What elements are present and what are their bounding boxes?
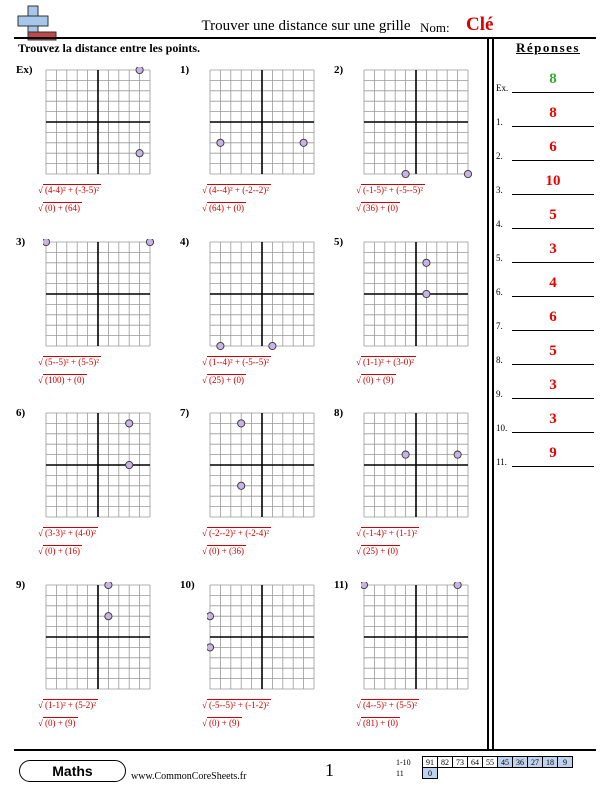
distance-expression <box>38 546 82 557</box>
distance-expression <box>202 718 242 729</box>
expression-text: (1-1)² + (3-0)² <box>362 357 414 367</box>
name-label: Nom: <box>420 20 450 35</box>
sqrt-symbol: √ <box>38 528 43 538</box>
score-cell: 73 <box>453 757 468 768</box>
grid-point <box>269 342 276 349</box>
expression-text: (4--5)² + (5-5)² <box>362 700 417 710</box>
score-cell: 0 <box>423 768 438 779</box>
coordinate-grid <box>207 410 325 528</box>
grid-point <box>43 239 50 246</box>
subject-badge: Maths <box>19 760 126 782</box>
answer-value: 5 <box>549 343 557 359</box>
expression-text: (1-1)² + (5-2)² <box>44 700 96 710</box>
grid-point <box>238 420 245 427</box>
score-cell: 9 <box>558 757 573 768</box>
expression-text: (4--4)² + (-2--2)² <box>208 185 269 195</box>
coordinate-grid <box>361 239 479 357</box>
answer-value: 8 <box>549 105 557 121</box>
sqrt-symbol: √ <box>202 700 207 710</box>
distance-expression <box>38 203 82 214</box>
grid-point <box>238 482 245 489</box>
distance-expression <box>38 185 101 196</box>
score-cell: 45 <box>498 757 513 768</box>
grid-point <box>423 290 430 297</box>
answer-line <box>512 364 594 365</box>
score-table <box>396 756 573 779</box>
grid-point <box>207 613 214 620</box>
expression-text: (5--5)² + (5-5)² <box>44 357 99 367</box>
answer-value: 6 <box>549 139 557 155</box>
expression-text: (25) + (0) <box>208 375 245 385</box>
answer-line <box>512 398 594 399</box>
problem-label: 5) <box>334 236 344 248</box>
sqrt-symbol: √ <box>38 718 43 728</box>
distance-expression <box>202 357 271 368</box>
answer-value: 9 <box>549 445 557 461</box>
expression-text: (3-3)² + (4-0)² <box>44 528 96 538</box>
distance-expression <box>38 528 98 539</box>
expression-text: (0) + (64) <box>44 203 81 213</box>
problem-label: 1) <box>180 64 190 76</box>
sqrt-symbol: √ <box>356 546 361 556</box>
distance-expression <box>356 546 400 557</box>
answer-value: 3 <box>549 241 557 257</box>
answer-line <box>512 466 594 467</box>
coordinate-grid <box>43 582 161 700</box>
answer-line <box>512 262 594 263</box>
score-cell: 91 <box>423 757 438 768</box>
answer-column-divider <box>492 37 494 749</box>
page-number: 1 <box>325 760 334 780</box>
grid-point <box>217 342 224 349</box>
sqrt-symbol: √ <box>356 357 361 367</box>
distance-expression <box>356 375 396 386</box>
answer-line <box>512 432 594 433</box>
problem-label: 9) <box>16 579 26 591</box>
answer-label: 1. <box>496 117 503 127</box>
answer-column-divider <box>487 37 489 749</box>
expression-text: (0) + (9) <box>362 375 394 385</box>
answer-label: 7. <box>496 321 503 331</box>
problem-label: 8) <box>334 407 344 419</box>
sqrt-symbol: √ <box>38 185 43 195</box>
name-value: Clé <box>466 14 494 35</box>
answers-header: Réponses <box>515 40 580 55</box>
answer-label: 3. <box>496 185 503 195</box>
site-url[interactable]: www.CommonCoreSheets.fr <box>131 771 247 782</box>
sqrt-symbol: √ <box>202 375 207 385</box>
answer-line <box>512 194 594 195</box>
answer-line <box>512 160 594 161</box>
answer-line <box>512 330 594 331</box>
distance-expression <box>202 528 271 539</box>
sqrt-symbol: √ <box>202 357 207 367</box>
instructions: Trouvez la distance entre les points. <box>18 41 200 55</box>
grid-point <box>402 170 409 177</box>
expression-text: (100) + (0) <box>44 375 85 385</box>
coordinate-grid <box>361 582 479 700</box>
grid-point <box>423 259 430 266</box>
answer-label: 4. <box>496 219 503 229</box>
expression-text: (0) + (9) <box>44 718 76 728</box>
answer-value: 6 <box>549 309 557 325</box>
expression-text: (4-4)² + (-3-5)² <box>44 185 99 195</box>
expression-text: (1--4)² + (-5--5)² <box>208 357 269 367</box>
distance-expression <box>202 203 246 214</box>
distance-expression <box>38 718 78 729</box>
problem-label: Ex) <box>16 64 33 76</box>
score-row-label: 11 <box>396 768 404 778</box>
expression-text: (25) + (0) <box>362 546 399 556</box>
score-cell: 82 <box>438 757 453 768</box>
distance-expression <box>356 203 400 214</box>
expression-text: (0) + (36) <box>208 546 245 556</box>
expression-text: (-5--5)² + (-1-2)² <box>208 700 269 710</box>
expression-text: (81) + (0) <box>362 718 399 728</box>
distance-expression <box>38 357 101 368</box>
coordinate-grid <box>361 410 479 528</box>
grid-point <box>217 139 224 146</box>
grid-point <box>361 582 368 589</box>
answer-label: 11. <box>496 457 507 467</box>
problem-label: 4) <box>180 236 190 248</box>
coordinate-grid <box>361 67 479 185</box>
sqrt-symbol: √ <box>202 528 207 538</box>
distance-expression <box>38 700 98 711</box>
distance-expression <box>356 185 425 196</box>
expression-text: (-2--2)² + (-2-4)² <box>208 528 269 538</box>
sqrt-symbol: √ <box>202 718 207 728</box>
distance-expression <box>356 700 419 711</box>
sqrt-symbol: √ <box>38 700 43 710</box>
sqrt-symbol: √ <box>356 185 361 195</box>
problem-label: 7) <box>180 407 190 419</box>
answer-label: 5. <box>496 253 503 263</box>
sqrt-symbol: √ <box>202 185 207 195</box>
grid-point <box>136 150 143 157</box>
answer-label: 8. <box>496 355 503 365</box>
grid-point <box>464 170 471 177</box>
sqrt-symbol: √ <box>356 700 361 710</box>
coordinate-grid <box>43 67 161 185</box>
coordinate-grid <box>207 67 325 185</box>
score-cell: 27 <box>528 757 543 768</box>
sqrt-symbol: √ <box>38 375 43 385</box>
sqrt-symbol: √ <box>356 203 361 213</box>
grid-point <box>126 420 133 427</box>
answer-value: 5 <box>549 207 557 223</box>
answer-label: 10. <box>496 423 508 433</box>
distance-expression <box>38 375 87 386</box>
sqrt-symbol: √ <box>38 546 43 556</box>
grid-point <box>136 67 143 74</box>
grid-point <box>454 582 461 589</box>
sqrt-symbol: √ <box>38 357 43 367</box>
expression-text: (64) + (0) <box>208 203 245 213</box>
answer-line <box>512 228 594 229</box>
score-cell: 55 <box>483 757 498 768</box>
expression-text: (-1-5)² + (-5--5)² <box>362 185 423 195</box>
grid-point <box>105 582 112 589</box>
problem-label: 3) <box>16 236 26 248</box>
answer-label: 9. <box>496 389 503 399</box>
problem-label: 6) <box>16 407 26 419</box>
score-cell: 64 <box>468 757 483 768</box>
sqrt-symbol: √ <box>356 528 361 538</box>
distance-expression <box>356 357 416 368</box>
sqrt-symbol: √ <box>356 375 361 385</box>
grid-point <box>207 644 214 651</box>
header-divider <box>14 37 596 39</box>
sqrt-symbol: √ <box>356 718 361 728</box>
score-cell: 18 <box>543 757 558 768</box>
answer-label: Ex. <box>496 83 509 93</box>
answer-value: 3 <box>549 377 557 393</box>
answer-value: 8 <box>549 71 557 87</box>
coordinate-grid <box>207 582 325 700</box>
sqrt-symbol: √ <box>202 203 207 213</box>
footer-divider <box>14 749 596 751</box>
answer-value: 10 <box>545 173 561 189</box>
grid-point <box>300 139 307 146</box>
expression-text: (36) + (0) <box>362 203 399 213</box>
problem-label: 2) <box>334 64 344 76</box>
answer-line <box>512 92 594 93</box>
answer-line <box>512 126 594 127</box>
grid-point <box>105 613 112 620</box>
expression-text: (-1-4)² + (1-1)² <box>362 528 417 538</box>
coordinate-grid <box>43 410 161 528</box>
answer-value: 4 <box>549 275 557 291</box>
expression-text: (0) + (16) <box>44 546 81 556</box>
grid-point <box>126 461 133 468</box>
answer-label: 6. <box>496 287 503 297</box>
problem-label: 11) <box>334 579 349 591</box>
grid-point <box>454 451 461 458</box>
grid-point <box>146 239 153 246</box>
distance-expression <box>356 528 419 539</box>
sqrt-symbol: √ <box>38 203 43 213</box>
grid-point <box>402 451 409 458</box>
answer-value: 3 <box>549 411 557 427</box>
coordinate-grid <box>43 239 161 357</box>
distance-expression <box>202 185 271 196</box>
page-title: Trouver une distance sur une grille <box>201 18 411 34</box>
score-cell: 36 <box>513 757 528 768</box>
problem-label: 10) <box>180 579 195 591</box>
expression-text: (0) + (9) <box>208 718 240 728</box>
distance-expression <box>202 375 246 386</box>
sqrt-symbol: √ <box>202 546 207 556</box>
coordinate-grid <box>207 239 325 357</box>
distance-expression <box>356 718 400 729</box>
answer-line <box>512 296 594 297</box>
score-row-label: 1-10 <box>396 757 411 767</box>
distance-expression <box>202 700 271 711</box>
distance-expression <box>202 546 246 557</box>
answer-label: 2. <box>496 151 503 161</box>
